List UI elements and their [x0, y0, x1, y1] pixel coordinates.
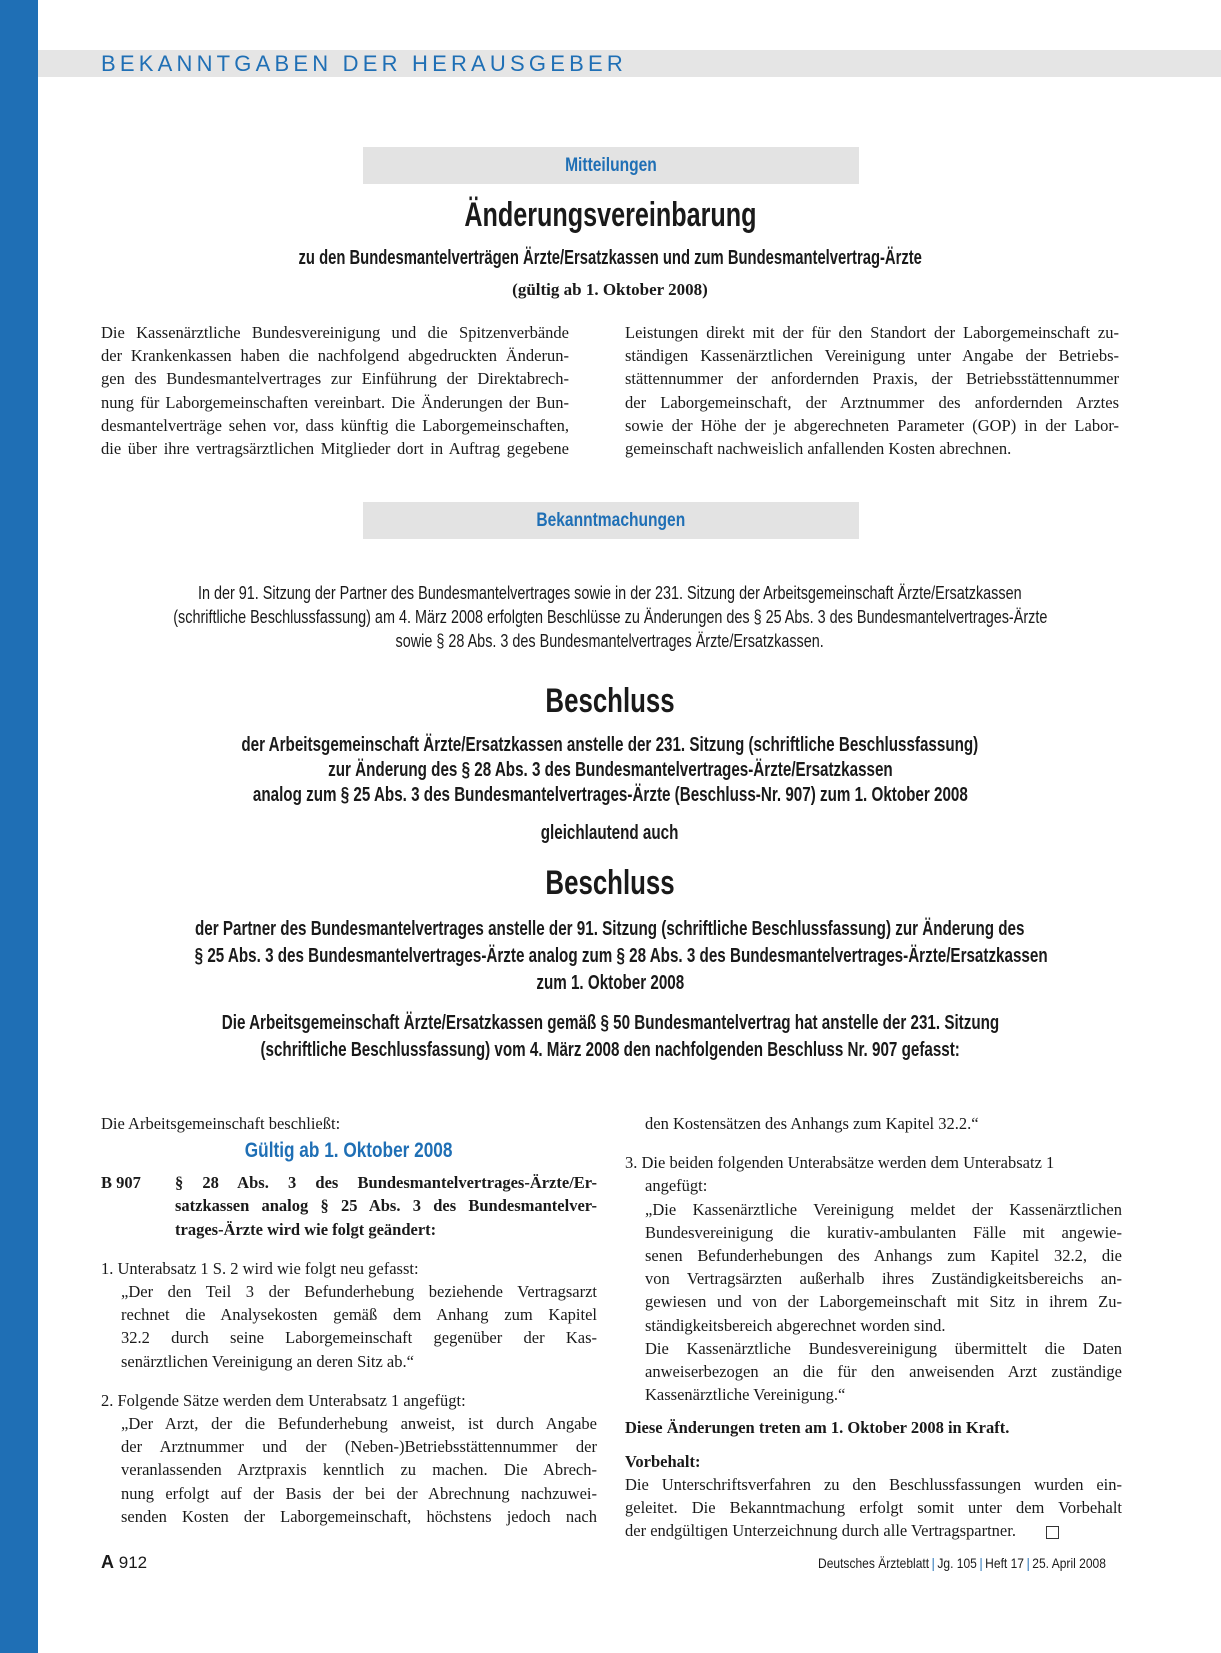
intro-left-column — [101, 321, 569, 460]
decision-intro: Die Arbeitsgemeinschaft beschließt: — [101, 1114, 341, 1133]
decision-statement-line: Die Arbeitsgemeinschaft Ärzte/Ersatzkassen gemäß § 50 Bundesmantelvertrag hat anstelle der 231. Sitzung — [221, 1012, 999, 1034]
intro-right-line: der Laborgemeinschaft, der Arztnummer des anfordernden Arztes — [625, 392, 1119, 412]
validity-note: (gültig ab 1. Oktober 2008) — [512, 280, 708, 299]
announcement-intro-line: (schriftliche Beschlussfassung) am 4. März 2008 erfolgten Beschlüsse zu Änderungen des § 25 Abs. 3 des Bundesmantelvertrages-Ärzte — [172, 607, 1048, 627]
intro-right-line: stättennummer der anfordernden Praxis, der Betriebsstättennummer — [625, 369, 1119, 389]
beschluss-1-line: analog zum § 25 Abs. 3 des Bundesmantelvertrages-Ärzte (Beschluss-Nr. 907) zum 1. Oktober 2008 — [252, 784, 968, 806]
intro-left-line: nung für Laborgemeinschaften vereinbart. Die Änderungen der Bun- — [101, 392, 569, 412]
b907-block — [101, 1171, 597, 1241]
intro-left-line: der Krankenkassen haben die nachfolgend abgedruckten Änderun- — [101, 346, 569, 366]
gleichlautend-label: gleichlautend auch — [541, 822, 679, 844]
item-3-heading: 3. Die beiden folgenden Unterabsätze werden dem Unterabsatz 1 — [625, 1153, 1055, 1173]
intro-left-line: desmantelverträge sehen vor, dass künftig die Laborgemeinschaften, — [101, 415, 569, 435]
item-2-quote: „Der Arzt, der die Befunderhebung anweist, ist durch Angabe der Arztnummer und der (Neben-)Betriebsstättennummer der veranlassenden Arztpraxis kenntlich zu machen. Die Abrech- nung erfolgt auf der Basis der bei der Abrechnung nachzuwei- senden Kosten der Laborgemeinschaft, höchstens jedoch nach — [121, 1414, 597, 1526]
main-title: Änderungsvereinbarung — [463, 196, 757, 234]
section-label-mitteilungen: Mitteilungen — [363, 147, 859, 184]
b907-number: B 907 — [101, 1173, 141, 1193]
intro-right-line: gemeinschaft nachweislich anfallenden Kosten abrechnen. — [625, 439, 1012, 459]
page-header — [38, 50, 1221, 77]
item-1-quote: „Der den Teil 3 der Befunderhebung beziehende Vertragsarzt rechnet die Analysekosten gemäß dem Anhang zum Kapitel 32.2 durch seine Laborgemeinschaft gegenüber der Kas- senärztlichen Vereinigung an deren Sitz ab.“ — [121, 1282, 597, 1371]
intro-right-column — [625, 321, 1119, 460]
header-title: BEKANNTGABEN DER HERAUSGEBER — [101, 51, 627, 76]
beschluss-2-line: der Partner des Bundesmantelvertrages anstelle der 91. Sitzung (schriftliche Beschlussfassung) zur Änderung des — [195, 918, 1025, 940]
beschluss-title-1: Beschluss — [545, 682, 675, 720]
journal-citation: Deutsches Ärzteblatt | Jg. 105 | Heft 17 | 25. April 2008 — [818, 1555, 1106, 1571]
item-1-heading: 1. Unterabsatz 1 S. 2 wird wie folgt neu gefasst: — [101, 1258, 419, 1278]
vorbehalt-heading: Vorbehalt: — [625, 1451, 701, 1471]
beschluss-title-2: Beschluss — [545, 864, 675, 902]
intro-left-line: die über ihre vertragsärztlichen Mitglieder dort in Auftrag gegebene — [101, 439, 569, 459]
valid-heading: Gültig ab 1. Oktober 2008 — [245, 1139, 453, 1163]
intro-right-line: Leistungen direkt mit der für den Standort der Laborgemeinschaft zu- — [625, 323, 1119, 342]
item-2-continuation: den Kostensätzen des Anhangs zum Kapitel 32.2.“ — [645, 1114, 979, 1133]
b907-text: § 28 Abs. 3 des Bundesmantelvertrages-Ärzte/Er- satzkassen analog § 25 Abs. 3 des Bundesmantelver- trages-Ärzte wird wie folgt geändert: — [175, 1173, 597, 1239]
beschluss-2-line: zum 1. Oktober 2008 — [536, 972, 684, 994]
announcement-intro-line: In der 91. Sitzung der Partner des Bundesmantelvertrages sowie in der 231. Sitzung der Arbeitsgemeinschaft Ärzte/Ersatzkassen — [198, 583, 1022, 603]
announcement-intro-line: sowie § 28 Abs. 3 des Bundesmantelvertrages Ärzte/Ersatzkassen. — [395, 631, 825, 651]
vorbehalt-text: Die Unterschriftsverfahren zu den Beschlussfassungen wurden ein- geleitet. Die Bekanntmachung erfolgt somit unter dem Vorbehalt der endgültigen Unterzeichnung durch alle Vertragspartner. — [625, 1474, 1122, 1541]
end-mark-icon — [1046, 1526, 1059, 1539]
page-number: A 912 — [101, 1552, 148, 1572]
body-right-column — [625, 1112, 1122, 1542]
intro-right-line: sowie der Höhe der je abgerechneten Parameter (GOP) in der Labor- — [625, 415, 1119, 435]
left-color-bar — [0, 0, 38, 1653]
beschluss-2-line: § 25 Abs. 3 des Bundesmantelvertrages-Ärzte analog zum § 28 Abs. 3 des Bundesmantelvertrages-Ärzte/Ersatzkassen — [194, 945, 1048, 967]
decision-statement-line: (schriftliche Beschlussfassung) vom 4. März 2008 den nachfolgenden Beschluss Nr. 907 gefasst: — [260, 1039, 960, 1061]
item-2-heading: 2. Folgende Sätze werden dem Unterabsatz 1 angefügt: — [101, 1390, 466, 1410]
main-subtitle: zu den Bundesmantelverträgen Ärzte/Ersatzkassen und zum Bundesmantelvertrag-Ärzte — [298, 247, 922, 269]
beschluss-1-line: zur Änderung des § 28 Abs. 3 des Bundesmantelvertrages-Ärzte/Ersatzkassen — [327, 759, 893, 781]
effective-date-statement: Diese Änderungen treten am 1. Oktober 2008 in Kraft. — [625, 1418, 1010, 1438]
section-label-bekanntmachungen: Bekanntmachungen — [363, 502, 859, 539]
intro-right-line: ständigen Kassenärztlichen Vereinigung unter Angabe der Betriebs- — [625, 346, 1119, 366]
beschluss-1-line: der Arbeitsgemeinschaft Ärzte/Ersatzkassen anstelle der 231. Sitzung (schriftliche Beschlussfassung) — [241, 734, 979, 756]
intro-left-line: gen des Bundesmantelvertrages zur Einführung der Direktabrech- — [101, 369, 569, 389]
body-left-column — [101, 1112, 597, 1528]
item-3-heading-cont: angefügt: — [645, 1176, 708, 1196]
intro-left-line: Die Kassenärztliche Bundesvereinigung und die Spitzenverbände — [101, 323, 569, 342]
item-3-quote: „Die Kassenärztliche Vereinigung meldet der Kassenärztlichen Bundesvereinigung die kurativ-ambulanten Fälle mit angewie- senen Befunderhebungen des Anhangs zum Kapitel 32.2, die von Vertragsärzten außerhalb ihres Zuständigkeitsbereichs an- gewiesen und von der Laborgemeinschaft mit Sitz in ihrem Zu- ständigkeitsbereich abgerechnet worden sind. Die Kassenärztliche Bundesvereinigung übermittelt die Daten anweiserbezogen an die für den anweisenden Arzt zuständige Kassenärztliche Vereinigung.“ — [645, 1199, 1122, 1405]
